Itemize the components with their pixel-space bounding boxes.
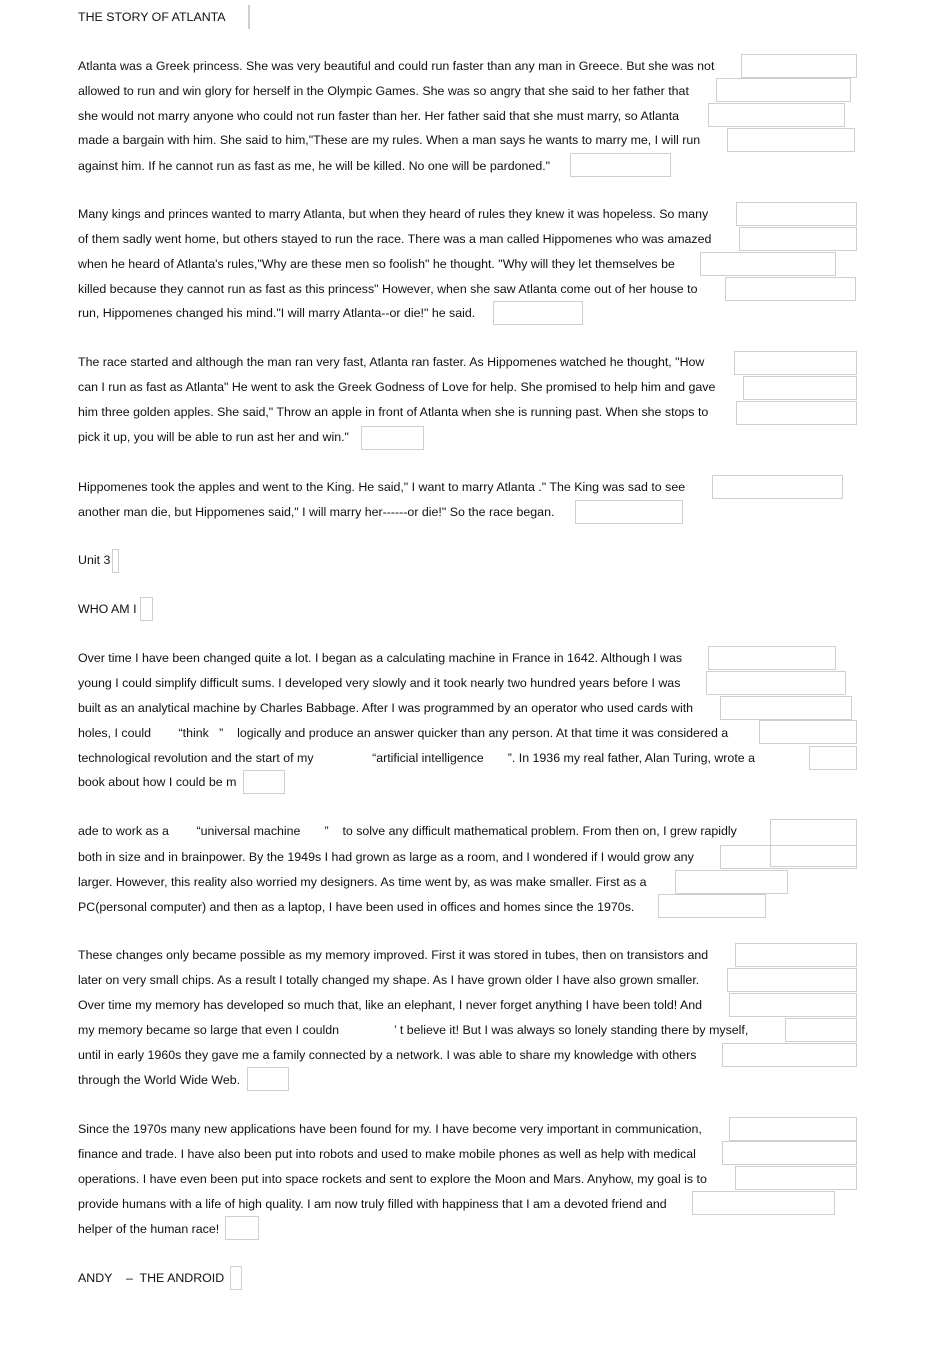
text-box-frame (729, 1117, 857, 1141)
text-line: killed because they cannot run as fast as this princess" However, when she saw Atlanta come out of her house to (78, 282, 698, 296)
text-box-frame (247, 1067, 289, 1091)
text-box-frame (575, 500, 683, 524)
text-line: technological revolution and the start of my “artificial intelligence ”. In 1936 my real father, Alan Turing, wrote a (78, 751, 755, 765)
text-line: Since the 1970s many new applications have been found for my. I have become very important in communication, (78, 1122, 702, 1136)
text-box-frame (248, 5, 250, 29)
text-line: my memory became so large that even I couldn ’ t believe it! But I was always so lonely standing there by myself, (78, 1023, 749, 1037)
text-line: allowed to run and win glory for herself in the Olympic Games. She was so angry that she said to her father that (78, 84, 689, 98)
text-box-frame (727, 968, 857, 992)
text-box-frame (736, 401, 857, 425)
text-box-frame (716, 78, 851, 102)
text-box-frame (734, 351, 857, 375)
text-line: finance and trade. I have also been put into robots and used to make mobile phones as well as help with medical (78, 1147, 696, 1161)
text-line: young I could simplify difficult sums. I developed very slowly and it took nearly two hundred years before I was (78, 676, 681, 690)
text-line: pick it up, you will be able to run ast her and win." (78, 430, 349, 444)
text-box-frame (230, 1266, 242, 1290)
text-line: These changes only became possible as my memory improved. First it was stored in tubes, then on transistors and (78, 948, 709, 962)
text-box-frame (720, 696, 852, 720)
text-line: Hippomenes took the apples and went to the King. He said," I want to marry Atlanta ." The King was sad to see (78, 480, 686, 494)
text-box-frame (708, 103, 845, 127)
text-line: operations. I have even been put into space rockets and sent to explore the Moon and Mars. Anyhow, my goal is to (78, 1172, 707, 1186)
text-box-frame (809, 746, 857, 770)
text-box-frame (722, 1141, 857, 1165)
text-line: provide humans with a life of high quality. I am now truly filled with happiness that I am a devoted friend and (78, 1197, 667, 1211)
text-box-frame (706, 671, 846, 695)
text-box-frame (112, 549, 119, 573)
text-box-frame (736, 202, 857, 226)
text-line: The race started and although the man ran very fast, Atlanta ran faster. As Hippomenes watched he thought, "How (78, 355, 705, 369)
text-box-frame (739, 227, 857, 251)
text-line: him three golden apples. She said," Throw an apple in front of Atlanta when she is running past. When she stops to (78, 405, 709, 419)
text-box-frame (735, 943, 857, 967)
text-box-frame (729, 993, 857, 1017)
text-line: book about how I could be m (78, 775, 237, 789)
text-box-frame (243, 770, 285, 794)
text-box-frame (675, 870, 788, 894)
text-box-frame (225, 1216, 259, 1240)
text-line: both in size and in brainpower. By the 1949s I had grown as large as a room, and I wondered if I would grow any (78, 850, 694, 864)
text-line: Over time I have been changed quite a lot. I began as a calculating machine in France in 1642. Although I was (78, 651, 683, 665)
text-line: made a bargain with him. She said to him,"These are my rules. When a man says he wants to marry me, I will run (78, 133, 701, 147)
text-box-frame (692, 1191, 835, 1215)
text-line: through the World Wide Web. (78, 1073, 241, 1087)
text-box-frame (361, 426, 424, 450)
text-line: built as an analytical machine by Charles Babbage. After I was programmed by an operator who used cards with (78, 701, 694, 715)
text-line: of them sadly went home, but others stayed to run the race. There was a man called Hippomenes who was amazed (78, 232, 712, 246)
text-box-frame (720, 845, 857, 869)
text-box-frame (741, 54, 857, 78)
text-box-frame (727, 128, 855, 152)
text-box-frame (785, 1018, 857, 1042)
text-line: Many kings and princes wanted to marry Atlanta, but when they heard of rules they knew it was hopeless. So many (78, 207, 709, 221)
text-line: when he heard of Atlanta's rules,"Why are these men so foolish" he thought. "Why will they let themselves be (78, 257, 675, 271)
text-box-frame (722, 1043, 857, 1067)
text-line: can I run as fast as Atlanta" He went to ask the Greek Godness of Love for help. She promised to help him and gave (78, 380, 716, 394)
text-line: ade to work as a “universal machine ” to solve any difficult mathematical problem. From then on, I grew rapidly (78, 824, 737, 838)
text-line: holes, I could “think ” logically and produce an answer quicker than any person. At that time it was considered a (78, 726, 729, 740)
section-heading: Unit 3 (78, 553, 111, 567)
text-line: Atlanta was a Greek princess. She was very beautiful and could run faster than any man in Greece. But she was not (78, 59, 715, 73)
text-box-frame (700, 252, 836, 276)
text-box-frame (743, 376, 857, 400)
text-box-frame (708, 646, 836, 670)
document-title: THE STORY OF ATLANTA (78, 10, 226, 24)
text-line: another man die, but Hippomenes said," I will marry her------or die!" So the race began. (78, 505, 555, 519)
text-box-frame (725, 277, 856, 301)
text-box-frame (712, 475, 843, 499)
section-heading: WHO AM I (78, 602, 137, 616)
text-box-frame (570, 153, 671, 177)
text-line: larger. However, this reality also worried my designers. As time went by, as was make smaller. First as a (78, 875, 647, 889)
text-box-frame (140, 597, 153, 621)
section-heading: ANDY – THE ANDROID (78, 1271, 225, 1285)
text-line: she would not marry anyone who could not run faster than her. Her father said that she must marry, so Atlanta (78, 109, 680, 123)
text-box-frame (658, 894, 766, 918)
text-line: PC(personal computer) and then as a laptop, I have been used in offices and homes since the 1970s. (78, 900, 635, 914)
text-box-frame (759, 720, 857, 744)
text-line: against him. If he cannot run as fast as me, he will be killed. No one will be pardoned." (78, 159, 551, 173)
text-box-frame (493, 301, 583, 325)
text-line: until in early 1960s they gave me a family connected by a network. I was able to share my knowledge with others (78, 1048, 697, 1062)
text-line: Over time my memory has developed so much that, like an elephant, I never forget anything I have been told! And (78, 998, 703, 1012)
text-line: helper of the human race! (78, 1222, 220, 1236)
text-box-frame (735, 1166, 857, 1190)
text-line: later on very small chips. As a result I totally changed my shape. As I have grown older I have also grown smaller. (78, 973, 700, 987)
text-line: run, Hippomenes changed his mind."I will marry Atlanta--or die!" he said. (78, 306, 476, 320)
